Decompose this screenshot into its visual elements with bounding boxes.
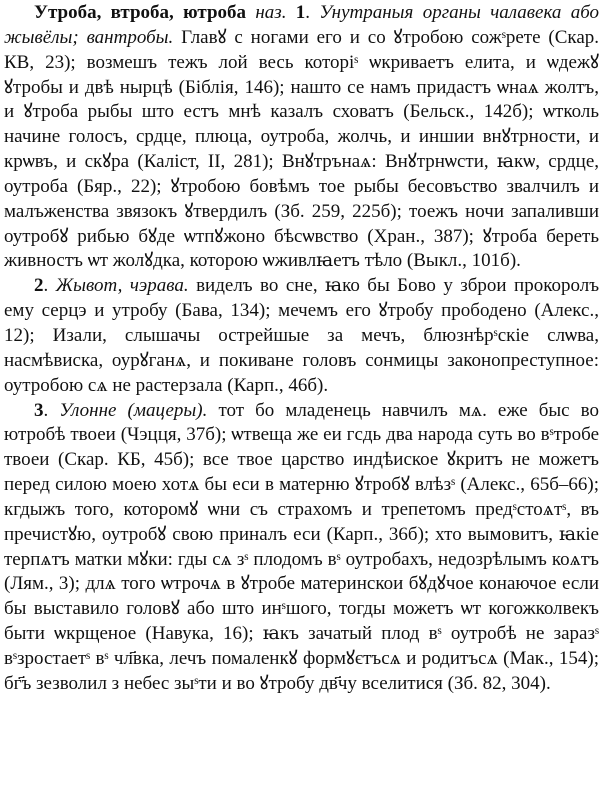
sense-citations: Главꙋ с ногами его и со ꙋтробою сожˢрете (Скар. КВ, 23); возмешъ тежъ лой весь которiˢ ѡкриваетъ елита, и ѡдежꙋ ꙋтробы и двѣ нырцѣ (Біблія, 146); нашто се намъ придастъ ѡнаѧ жолтъ, и ꙋтроба рыбы што естъ мнѣ казалъ сховатъ (Бельск., 142б); ѡтколь начинe голосъ, срдце, плюца, оутроба, жолчь, и иншии внꙋтрности, и крѡвъ, и скꙋра (Каліст, II, 281); Внꙋтрънаѧ: Внꙋтрнѡсти, ꙗкѡ, срдце, оутроба (Бяр., 22); ꙋтробою бовѣмъ тое рыбы бесовъство звалчилъ и малъженства звязокъ ꙋтвердилъ (Зб. 259, 225б); тоежъ ночи запаливши оутробꙋ рибью бꙋде ѡтпꙋжоно бѣсѡвство (Хран., 387); ꙋтроба береть живностъ ѡт жолꙋдка, которою ѡживлꙗетъ тѣло (Выкл., 101б). bbox=[4, 26, 599, 272]
sense-definition: Улонне (мацеры). bbox=[59, 399, 208, 421]
dictionary-page bbox=[4, 1, 599, 801]
sense-1-paragraph: Утроба, втроба, ютроба наз. 1. Унутраныя органы чалавека або жывёлы; вантробы. Главꙋ с ногами его и со ꙋтробою сожˢрете (Скар. КВ, 23); возмешъ тежъ лой весь которiˢ ѡкриваетъ елита, и ѡдежꙋ ꙋтробы и двѣ нырцѣ (Біблія, 146); нашто се намъ придастъ ѡнаѧ жолтъ, и ꙋтроба рыбы што естъ мнѣ казалъ сховатъ (Бельск., 142б); ѡтколь начинe голосъ, срдце, плюца, оутроба, жолчь, и иншии внꙋтрности, и крѡвъ, и скꙋра (Каліст, II, 281); Внꙋтрънаѧ: Внꙋтрнѡсти, ꙗкѡ, срдце, оутроба (Бяр., 22); ꙋтробою бовѣмъ тое рыбы бесовъство звалчилъ и малъженства звязокъ ꙋтвердилъ (Зб. 259, 225б); тоежъ ночи запаливши оутробꙋ рибью бꙋде ѡтпꙋжоно бѣсѡвство (Хран., 387); ꙋтроба береть живностъ ѡт жолꙋдка, которою ѡживлꙗетъ тѣло (Выкл., 101б). bbox=[4, 2, 599, 272]
sense-definition: Жывот, чэрава. bbox=[55, 275, 189, 297]
sense-definition: Унутраныя органы чалавека або жывёлы; вантробы. bbox=[4, 2, 599, 48]
sense-3-paragraph: 3. Улонне (мацеры). тот бо младенець навчилъ мѧ. еже быс во ютробѣ твоеи (Чэцця, 37б); ѡтвеща же еи гсдь два народа суть во вˢтробе твоеи (Скар. КБ, 45б); все твое царство индѣиское ꙋкритъ не можетъ перед силою моею хотѧ бы еси в матерню ꙋтробꙋ влѣзˢ (Алекс., 65б–66); кгдыжъ того, которомꙋ ѡни съ страхомъ и трепетомъ предˢстоѧтˢ, въ пречистꙋю, оутробꙋ свою приналъ еси (Карп., 36б); хто вымовитъ, ꙗкіе терпѧтъ матки мꙋки: гды сѧ зˢ плодомъ вˢ оутробахъ, недозрѣлымъ коѧтъ (Лям., 3); длѧ того ѡтрочѧ в ꙋтробе материнскои бꙋдꙋчое конаючое если бы выставило головꙋ або што инˢшого, тогды можетъ ѡт когожколвекъ быти ѡкрщеное (Навука, 16); ꙗкъ зачатый плод вˢ оутробѣ не заразˢ вˢзростаетˢ вˢ чл҃вка, лечъ помаленкꙋ формꙋєтъсѧ и родитъсѧ (Мак., 154); бг҃ъ зезволил з небес зыˢти и во ꙋтробу дв҃чу вселитися (Зб. 82, 304). bbox=[4, 399, 599, 694]
sense-citations: тот бо младенець навчилъ мѧ. еже быс во ютробѣ твоеи (Чэцця, 37б); ѡтвеща же еи гсдь два народа суть во вˢтробе твоеи (Скар. КБ, 45б); все твое царство индѣиское ꙋкритъ не можетъ перед силою моею хотѧ бы еси в матерню ꙋтробꙋ влѣзˢ (Алекс., 65б–66); кгдыжъ того, которомꙋ ѡни съ страхомъ и трепетомъ предˢстоѧтˢ, въ пречистꙋю, оутробꙋ свою приналъ еси (Карп., 36б); хто вымовитъ, ꙗкіе терпѧтъ матки мꙋки: гды сѧ зˢ плодомъ вˢ оутробахъ, недозрѣлымъ коѧтъ (Лям., 3); длѧ того ѡтрочѧ в ꙋтробе материнскои бꙋдꙋчое конаючое если бы выставило головꙋ або што инˢшого, тогды можетъ ѡт когожколвекъ быти ѡкрщеное (Навука, 16); ꙗкъ зачатый плод вˢ оутробѣ не заразˢ вˢзростаетˢ вˢ чл҃вка, лечъ помаленкꙋ формꙋєтъсѧ и родитъсѧ (Мак., 154); бг҃ъ зезволил з небес зыˢти и во ꙋтробу дв҃чу вселитися (Зб. 82, 304). bbox=[4, 399, 599, 694]
sense-2-paragraph: 2. Жывот, чэрава. виделъ во сне, ꙗко бы Бово у зброи прокоролъ ему серцэ и утробу (Бава, 134); мечемъ его ꙋтробу прободено (Алекс., 12); Изали, слышачы острейшые за мечъ, блюзнѣрˢскіе слѡва, насмѣвиска, оурꙋганѧ, и покиване головъ сонмицы законопреступное: оутробою сѧ не растерзала (Карп., 46б). bbox=[4, 275, 599, 396]
sense-number: 3 bbox=[34, 399, 44, 421]
sense-number: 2 bbox=[34, 275, 44, 297]
sense-number: 1 bbox=[295, 2, 306, 23]
part-of-speech: наз. bbox=[255, 2, 287, 23]
headword: Утроба, втроба, ютроба bbox=[34, 2, 247, 23]
sense-citations: виделъ во сне, ꙗко бы Бово у зброи прокоролъ ему серцэ и утробу (Бава, 134); мечемъ его ꙋтробу прободено (Алекс., 12); Изали, слышачы острейшые за мечъ, блюзнѣрˢскіе слѡва, насмѣвиска, оурꙋганѧ, и покиване головъ сонмицы законопреступное: оутробою сѧ не растерзала (Карп., 46б). bbox=[4, 275, 599, 396]
